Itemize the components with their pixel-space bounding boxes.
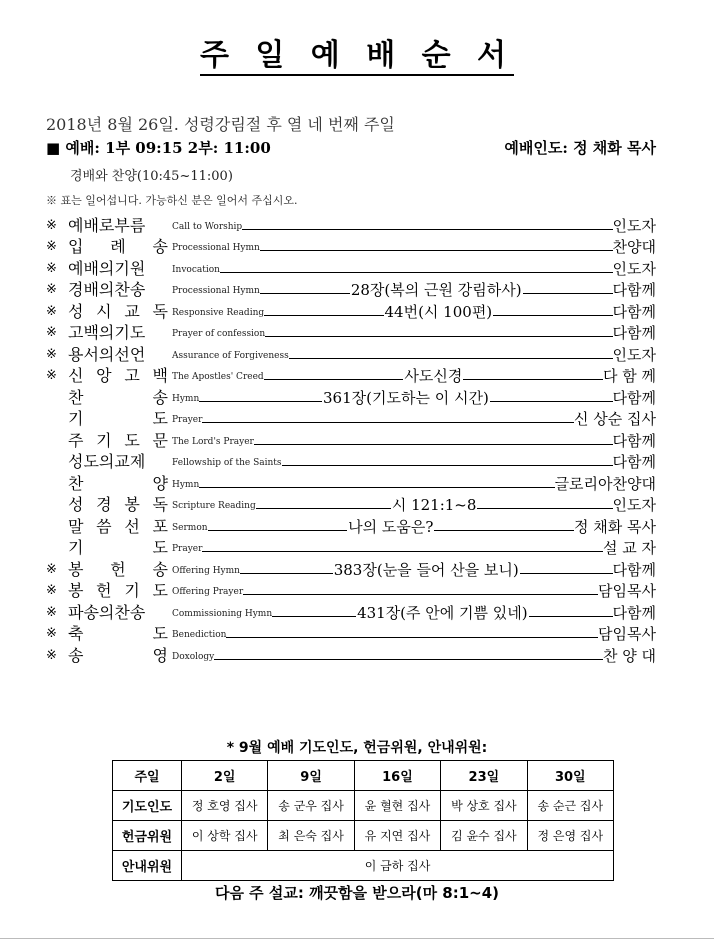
standing-notice: ※ 표는 일어섭니다. 가능하신 분은 일어서 주십시오. (46, 194, 298, 207)
stand-mark: ※ (46, 626, 57, 641)
page-title (0, 30, 714, 74)
item-performer: 찬 양 대 (602, 646, 656, 665)
item-name: 송 영 (68, 645, 168, 665)
schedule-cell: 윤 혈현 집사 (354, 791, 440, 821)
leader-line (220, 272, 613, 273)
order-item (46, 537, 656, 559)
leader-line (289, 358, 613, 359)
order-item (46, 451, 656, 473)
item-name: 예배의기원 (68, 258, 146, 278)
item-english: Scripture Reading (172, 501, 256, 511)
leader-line (199, 487, 554, 488)
leader-line (477, 508, 612, 509)
schedule-cell: 김 윤수 집사 (441, 821, 527, 851)
item-name: 찬 양 (68, 473, 168, 493)
item-english: Prayer of confession (172, 329, 266, 339)
schedule-table (112, 760, 614, 881)
schedule-header-cell: 2일 (182, 761, 268, 791)
schedule-cell: 정 호영 집사 (182, 791, 268, 821)
order-item (46, 644, 656, 666)
item-detail: 시 121:1~8 (391, 496, 477, 514)
order-item (46, 365, 656, 387)
item-name: 말 씀 선 포 (68, 516, 168, 536)
schedule-header-cell: 주일 (113, 761, 182, 791)
item-english: Sermon (172, 522, 208, 533)
leader-line (265, 336, 612, 337)
item-name: 봉 헌 기 도 (68, 581, 168, 600)
stand-mark: ※ (46, 239, 57, 254)
order-item (46, 300, 656, 322)
stand-mark: ※ (46, 260, 57, 276)
schedule-row-label: 기도인도 (113, 791, 182, 821)
item-detail: 사도신경 (404, 367, 463, 385)
item-english: Processional Hymn (172, 243, 260, 253)
item-english: The Lord's Prayer (172, 436, 254, 447)
leader-line (272, 616, 356, 617)
item-performer: 다함께 (612, 431, 656, 450)
praise-time: 경배와 찬양(10:45~11:00) (70, 169, 233, 184)
item-name: 신 앙 고 백 (68, 366, 168, 385)
leader-line (260, 293, 350, 294)
order-item (46, 257, 656, 279)
leader-line (434, 530, 574, 531)
item-english: Prayer (172, 415, 203, 425)
service-times-row (46, 137, 656, 158)
stand-mark: ※ (46, 647, 57, 663)
leader-line (264, 315, 383, 316)
schedule-cell: 유 지연 집사 (354, 821, 440, 851)
schedule-header-cell: 30일 (527, 761, 613, 791)
schedule-header-cell: 16일 (354, 761, 440, 791)
stand-mark: ※ (46, 217, 57, 233)
schedule-row-label: 안내위원 (113, 851, 182, 881)
item-name: 주 기 도 문 (68, 430, 168, 450)
item-performer: 다함께 (612, 560, 657, 579)
item-performer: 다함께 (612, 302, 657, 321)
order-item (46, 580, 656, 602)
leader-line (282, 465, 613, 466)
leader-line (199, 401, 322, 402)
item-performer: 다함께 (612, 453, 656, 471)
worship-leader: 예배인도: 정 채화 목사 (504, 139, 656, 157)
item-name: 기 도 (68, 538, 168, 557)
schedule-row (113, 851, 614, 881)
leader-line (214, 659, 603, 660)
leader-line (254, 444, 613, 445)
schedule-cell: 정 은영 집사 (527, 821, 613, 851)
item-performer: 정 채화 목사 (574, 517, 656, 536)
leader-line (256, 508, 391, 509)
stand-mark: ※ (46, 583, 57, 598)
stand-mark: ※ (46, 604, 57, 620)
schedule-cell: 최 은숙 집사 (268, 821, 354, 851)
item-english: Responsive Reading (172, 307, 265, 318)
item-name: 입 례 송 (68, 237, 168, 256)
leader-line (529, 616, 613, 617)
leader-line (242, 229, 612, 230)
item-performer: 신 상순 집사 (574, 410, 656, 428)
order-of-worship (46, 214, 656, 666)
item-english: The Apostles' Creed (172, 372, 264, 382)
order-item (46, 472, 656, 494)
leader-line (264, 379, 404, 380)
stand-mark: ※ (46, 368, 57, 383)
order-item (46, 322, 656, 344)
next-sermon: 다음 주 설교: 깨끗함을 받으라(마 8:1~4) (214, 884, 500, 902)
item-performer: 다함께 (612, 281, 657, 299)
leader-line (493, 315, 612, 316)
order-item (46, 279, 656, 301)
item-performer: 담임목사 (598, 582, 656, 600)
item-name: 고백의기도 (68, 323, 146, 342)
leader-line (240, 573, 333, 574)
item-performer: 설 교 자 (602, 539, 656, 557)
item-english: Invocation (172, 264, 220, 275)
stand-mark: ※ (46, 346, 57, 362)
item-performer: 다함께 (612, 324, 656, 342)
service-times: ■ 예배: 1부 09:15 2부: 11:00 (46, 139, 271, 157)
leader-line (260, 250, 613, 251)
leader-line (243, 594, 598, 595)
item-english: Fellowship of the Saints (172, 458, 282, 468)
order-item (46, 601, 656, 623)
leader-line (520, 573, 613, 574)
item-performer: 다 함 께 (602, 367, 656, 385)
item-english: Commissioning Hymn (172, 608, 273, 619)
leader-line (490, 401, 613, 402)
item-name: 용서의선언 (68, 344, 146, 364)
page-title-text: 주 일 예 배 순 서 (200, 38, 514, 76)
schedule-row-label: 헌금위원 (113, 821, 182, 851)
schedule-cell: 송 순근 집사 (527, 791, 613, 821)
schedule-cell: 박 상호 집사 (441, 791, 527, 821)
item-english: Hymn (172, 393, 200, 404)
stand-mark: ※ (46, 325, 57, 340)
order-item (46, 558, 656, 580)
item-detail: 431장(주 안에 기쁨 있네) (357, 603, 528, 622)
order-item (46, 429, 656, 451)
order-item (46, 494, 656, 516)
item-detail: 44번(시 100편) (384, 302, 493, 321)
item-english: Offering Prayer (172, 587, 244, 597)
item-english: Prayer (172, 544, 203, 554)
schedule-row (113, 821, 614, 851)
leader-line (226, 637, 598, 638)
item-performer: 인도자 (612, 259, 656, 278)
item-detail: 383장(눈을 들어 산을 보니) (333, 560, 519, 579)
item-english: Processional Hymn (172, 286, 260, 296)
item-name: 파송의찬송 (68, 602, 146, 622)
leader-line (523, 293, 613, 294)
item-name: 봉 헌 송 (68, 559, 168, 579)
schedule-header-cell: 9일 (268, 761, 354, 791)
schedule-title: * 9월 예배 기도인도, 헌금위원, 안내위원: (226, 740, 488, 756)
item-english: Assurance of Forgiveness (172, 350, 289, 361)
stand-mark: ※ (46, 561, 57, 577)
item-performer: 담임목사 (598, 625, 656, 643)
order-item (46, 386, 656, 408)
date-line: 2018년 8월 26일. 성령강림절 후 열 네 번째 주일 (46, 115, 395, 134)
item-performer: 인도자 (612, 496, 656, 514)
item-english: Hymn (172, 479, 200, 490)
order-item (46, 214, 656, 236)
leader-line (202, 422, 574, 423)
order-item (46, 623, 656, 645)
item-name: 찬 송 (68, 387, 168, 407)
leader-line (208, 530, 348, 531)
item-name: 성 경 봉 독 (68, 495, 168, 514)
schedule-cell: 송 군우 집사 (268, 791, 354, 821)
stand-mark: ※ (46, 303, 57, 319)
item-name: 축 도 (68, 624, 168, 643)
order-item (46, 408, 656, 430)
item-performer: 인도자 (612, 345, 656, 364)
item-name: 성도의교제 (68, 452, 146, 471)
order-item (46, 343, 656, 365)
item-performer: 다함께 (612, 603, 657, 622)
item-name: 성 시 교 독 (68, 301, 168, 321)
item-detail: 361장(기도하는 이 시간) (323, 388, 489, 407)
order-item (46, 515, 656, 537)
item-performer: 다함께 (612, 388, 657, 407)
leader-line (463, 379, 603, 380)
item-english: Offering Hymn (172, 565, 240, 576)
item-performer: 인도자 (612, 216, 656, 235)
item-name: 예배로부름 (68, 215, 146, 235)
stand-mark: ※ (46, 282, 57, 297)
item-english: Doxology (172, 651, 215, 662)
item-detail: 나의 도움은? (348, 517, 434, 536)
item-name: 경배의찬송 (68, 280, 146, 299)
order-item (46, 236, 656, 258)
item-detail: 28장(복의 근원 강림하사) (350, 281, 522, 299)
leader-line (202, 551, 603, 552)
item-english: Benediction (172, 630, 227, 640)
item-english: Call to Worship (172, 221, 243, 232)
schedule-cell: 이 금하 집사 (182, 851, 614, 881)
item-name: 기 도 (68, 409, 168, 428)
schedule-header-cell: 23일 (441, 761, 527, 791)
schedule-header-row (113, 761, 614, 791)
schedule-cell: 이 상학 집사 (182, 821, 268, 851)
bottom-divider (0, 938, 714, 939)
item-performer: 글로리아찬양대 (554, 474, 656, 493)
schedule-row (113, 791, 614, 821)
item-performer: 찬양대 (612, 238, 656, 256)
